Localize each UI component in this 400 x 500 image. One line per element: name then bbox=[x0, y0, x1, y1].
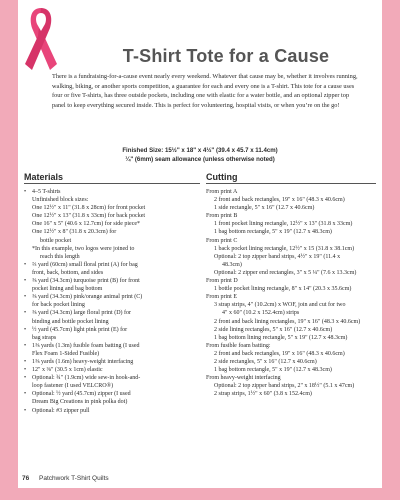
materials-list-item: front, back, bottom, and sides bbox=[32, 269, 104, 276]
cutting-list-item: 1 side rectangle, 5" x 16" (12.7 x 40.6cm) bbox=[214, 205, 315, 212]
materials-list-item: One 12½" x 13" (31.8 x 33cm) for back pocket bbox=[32, 213, 146, 220]
page-footer bbox=[22, 475, 109, 482]
materials-list-item: binding and bottle pocket lining bbox=[32, 318, 109, 325]
materials-list-item: • 1⅜ yards (1.6m) heavy-weight interfacing bbox=[24, 358, 202, 366]
materials-list-item: Unfinished block sizes: bbox=[32, 197, 89, 204]
materials-list-item: One 12½" x 8" (31.8 x 20.3cm) for bbox=[32, 229, 117, 236]
materials-list-item: bag straps bbox=[32, 334, 57, 341]
cutting-list-item: 1 bag bottom lining rectangle, 5" x 19" (12.7 x 48.3cm) bbox=[214, 334, 348, 341]
materials-list-item: One 12½" x 11" (31.8 x 28cm) for front pocket bbox=[32, 205, 146, 212]
cutting-list-item: 3 strap strips, 4" (10.2cm) x WOF, join and cut for two bbox=[214, 302, 346, 309]
cutting-list-item: 1 bottle pocket lining rectangle, 8" x 14" (20.3 x 35.6cm) bbox=[214, 286, 352, 293]
materials-list-item: • Optional: ¾" (1.9cm) wide sew-in hook-and- bbox=[24, 374, 202, 382]
materials-list-item: • 12" x ⅜" (30.5 x 1cm) elastic bbox=[24, 366, 202, 374]
materials-list-item: • Optional: #3 zipper pull bbox=[24, 407, 202, 415]
cutting-list-item: 2 side rectangles, 5" x 16" (12.7 x 40.6cm) bbox=[214, 358, 317, 365]
materials-list-item: for back pocket lining bbox=[32, 302, 85, 309]
finished-size-block bbox=[18, 146, 382, 164]
cutting-list-item: Optional: 2 top zipper band strips, 4½" x 19" (11.4 x bbox=[214, 253, 341, 260]
materials-list-item: *In this example, two logos were joined to bbox=[32, 245, 135, 252]
materials-list-item: One 16" x 5" (40.6 x 12.7cm) for side piece* bbox=[32, 221, 141, 228]
materials-list-item: • 1⅜ yards (1.3m) fusible foam batting (I used bbox=[24, 342, 202, 350]
intro-paragraph: There is a fundraising-for-a-cause event nearly every weekend. Whatever that cause may be, whether it involves running, walking, biking, or another sports competition, a guarantee for each and every one is a T-shirt. This tote for a cause uses four or five T-shirts, has three outside pockets, including one with elastic for a water bottle, and an optional zipper top panel to keep everything secured inside. This is perfect for volunteering, hospital visits, or when you’re on the go! bbox=[52, 73, 358, 109]
book-title: Patchwork T-Shirt Quilts bbox=[39, 475, 109, 482]
materials-list-item: • ⅜ yard (34.3cm) turquoise print (B) for front bbox=[24, 277, 202, 285]
page-number: 76 bbox=[22, 475, 30, 482]
materials-list-item: • ⅜ yard (34.3cm) pink/orange animal print (C) bbox=[24, 293, 202, 301]
seam-allowance: ¼" (6mm) seam allowance (unless otherwise noted) bbox=[125, 156, 275, 163]
cutting-list-item: From fusible foam batting: bbox=[206, 342, 271, 349]
cutting-list-item: 1 front pocket lining rectangle, 12½" x 13" (31.8 x 33cm) bbox=[214, 221, 353, 228]
materials-list-item: • Optional: ½ yard (45.7cm) zipper (I used bbox=[24, 390, 202, 398]
materials-list-item: • ⅔ yard (60cm) small floral print (A) for bag bbox=[24, 261, 202, 269]
cutting-list-item: From print C bbox=[206, 237, 238, 244]
cutting-list-item: From print A bbox=[206, 189, 238, 195]
cutting-list-item: 1 bag bottom rectangle, 5" x 19" (12.7 x 48.3cm) bbox=[214, 229, 332, 236]
cutting-list-item: 4" x 60" (10.2 x 152.4cm) strips bbox=[222, 310, 300, 317]
cutting-list-item: Optional: 2 zipper end rectangles, 3" x 5 ¼" (7.6 x 13.3cm) bbox=[214, 269, 357, 276]
cutting-list-item: 1 back pocket lining rectangle, 12½" x 15 (31.8 x 38.1cm) bbox=[214, 245, 355, 252]
materials-list-item: • ½ yard (45.7cm) light pink print (E) for bbox=[24, 326, 202, 334]
cutting-list-item: 2 side lining rectangles, 5" x 16" (12.7 x 40.6cm) bbox=[214, 326, 333, 333]
materials-list-item: loop fastener (I used VELCRO®) bbox=[32, 383, 114, 390]
page-sheet bbox=[18, 0, 382, 488]
cutting-list-item: From print B bbox=[206, 213, 238, 220]
cutting-list-item: Optional: 2 top zipper band strips, 2" x 18½" (5.1 x 47cm) bbox=[214, 383, 355, 390]
materials-list-item: Flex Foam 1-Sided Fusible) bbox=[32, 350, 100, 357]
materials-heading: Materials bbox=[24, 172, 200, 184]
cutting-list-item: From print E bbox=[206, 294, 237, 301]
materials-list-item: • ⅜ yard (34.3cm) large floral print (D) for bbox=[24, 309, 202, 317]
cutting-list-item: 48.3cm) bbox=[222, 261, 242, 268]
materials-list-item: pocket lining and bag bottom bbox=[32, 286, 103, 293]
finished-size: Finished Size: 15½" x 18" x 4½" (39.4 x 45.7 x 11.4cm) bbox=[122, 147, 278, 154]
cutting-list-item: From heavy-weight interfacing bbox=[206, 375, 281, 382]
cutting-list-item: 1 bag bottom rectangle, 5" x 19" (12.7 x 48.3cm) bbox=[214, 367, 332, 374]
materials-list-item: bottle pocket bbox=[40, 237, 72, 244]
cutting-list-item: From print D bbox=[206, 278, 238, 285]
materials-list-item: reach this length bbox=[40, 253, 80, 260]
cutting-list-item: 2 strap strips, 1½" x 60" (3.8 x 152.4cm) bbox=[214, 391, 312, 398]
materials-list-item: • 4–5 T-shirts bbox=[24, 188, 202, 196]
cutting-list bbox=[206, 188, 378, 398]
materials-list-item: Dream Big Creations in pink polka dot) bbox=[32, 399, 128, 406]
page-title: T-Shirt Tote for a Cause bbox=[122, 46, 330, 66]
cutting-list-item: 2 front and back rectangles, 19" x 16" (48.3 x 40.6cm) bbox=[214, 350, 345, 357]
cutting-list-item: 2 front and back rectangles, 19" x 16" (48.3 x 40.6cm) bbox=[214, 197, 345, 204]
materials-list bbox=[24, 188, 202, 415]
awareness-ribbon-icon bbox=[20, 4, 62, 76]
cutting-heading: Cutting bbox=[206, 172, 376, 184]
cutting-list-item: 2 front and back lining rectangles, 19" x 16" (48.3 x 40.6cm) bbox=[214, 318, 361, 325]
